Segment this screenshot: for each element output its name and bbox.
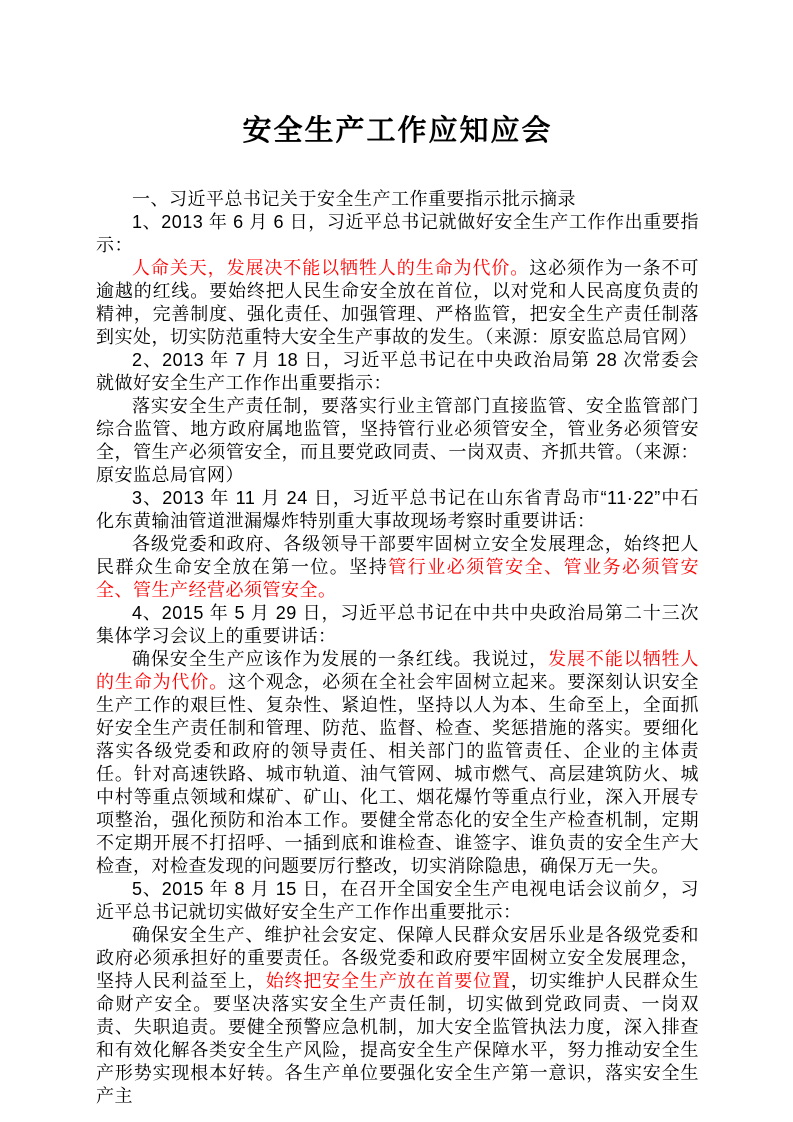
text-segment: ，切实维护人民群众生命财产安全。要坚决落实安全生产责任制，切实做到党政同责、一岗双责、失职追责。要健全预警应急机制，加大安全监管执法力度，深入排查和有效化解各类安全生产风险，提高安全生产保障水平，努力推动安全生产形势实现根本好转。各生产单位要强化安全生产第一意识，落实安全生产主 (96, 971, 700, 1106)
section-heading (96, 188, 699, 211)
text-segment: 一、习近平总书记关于安全生产工作重要指示批示摘录 (132, 189, 576, 209)
text-segment: 各级党委和政府、各级领导干部要牢固树立安全发展理念，始终把人民群众生命安全放在第一位。坚持 (96, 534, 699, 577)
item-5-intro (96, 878, 699, 924)
item-2-intro (96, 349, 699, 395)
text-segment: 2、2013 年 7 月 18 日，习近平总书记在中央政治局第 28 次常委会就做好安全生产工作作出重要指示： (96, 350, 699, 393)
text-segment: 3、2013 年 11 月 24 日，习近平总书记在山东省青岛市“11·22”中石化东黄输油管道泄漏爆炸特别重大事故现场考察时重要讲话： (96, 488, 699, 531)
text-segment: 5、2015 年 8 月 15 日，在召开全国安全生产电视电话会议前夕，习近平总书记就切实做好安全生产工作作出重要批示： (96, 879, 699, 922)
text-segment: 1、2013 年 6 月 6 日，习近平总书记就做好安全生产工作作出重要指示： (96, 212, 699, 255)
text-segment: 这个观念，必须在全社会牢固树立起来。要深刻认识安全生产工作的艰巨性、复杂性、紧迫性，坚持以人为本、生命至上，全面抓好安全生产责任制和管理、防范、监督、检查、奖惩措施的落实。要细化落实各级党委和政府的领导责任、相关部门的监管责任、企业的主体责任。针对高速铁路、城市轨道、油气管网、城市燃气、高层建筑防火、城中村等重点领域和煤矿、矿山、化工、烟花爆竹等重点行业，深入开展专项整治，强化预防和治本工作。要健全常态化的安全生产检查机制，定期不定期开展不打招呼、一插到底和谁检查、谁签字、谁负责的安全生产大检查，对检查发现的问题要厉行整改，切实消除隐患，确保万无一失。 (96, 672, 699, 876)
item-1-quote (96, 257, 699, 349)
item-3-quote (96, 533, 699, 602)
text-segment: 落实安全生产责任制，要落实行业主管部门直接监管、安全监管部门综合监管、地方政府属地监管，坚持管行业必须管安全，管业务必须管安全，管生产必须管安全，而且要党政同责、一岗双责、齐抓共管。（来源：原安监总局官网） (96, 396, 699, 485)
text-segment: 确保安全生产、维护社会安定、保障人民群众安居乐业是各级党委和政府必须承担好的重要责任。各级党委和政府要牢固树立安全发展理念，坚持人民利益至上， (96, 925, 699, 991)
item-1-intro (96, 211, 699, 257)
emphasized-text: 人命关天，发展决不能以牺牲人的生命为代价。 (132, 258, 530, 278)
text-segment: 这必须作为一条不可逾越的红线。要始终把人民生命安全放在首位，以对党和人民高度负责的精神，完善制度、强化责任、加强管理、严格监管，把安全生产责任制落到实处，切实防范重特大安全生产事故的发生。（来源：原安监总局官网） (96, 258, 699, 347)
item-5-quote (96, 924, 699, 1108)
emphasized-text: 始终把安全生产放在首要位置 (265, 971, 511, 991)
document-title: 安全生产工作应知应会 (242, 115, 553, 147)
text-segment: 确保安全生产应该作为发展的一条红线。我说过， (132, 649, 549, 669)
item-2-quote (96, 395, 699, 487)
item-4-quote (96, 648, 699, 878)
item-3-intro (96, 487, 699, 533)
text-segment: 4、2015 年 5 月 29 日，习近平总书记在中共中央政治局第二十三次集体学习会议上的重要讲话： (96, 603, 699, 646)
emphasized-text: 管行业必须管安全、管业务必须管安全、管生产经营必须管安全。 (96, 557, 699, 600)
emphasized-text: 发展不能以牺牲人的生命为代价。 (96, 649, 700, 692)
document-body (96, 188, 699, 1108)
item-4-intro (96, 602, 699, 648)
